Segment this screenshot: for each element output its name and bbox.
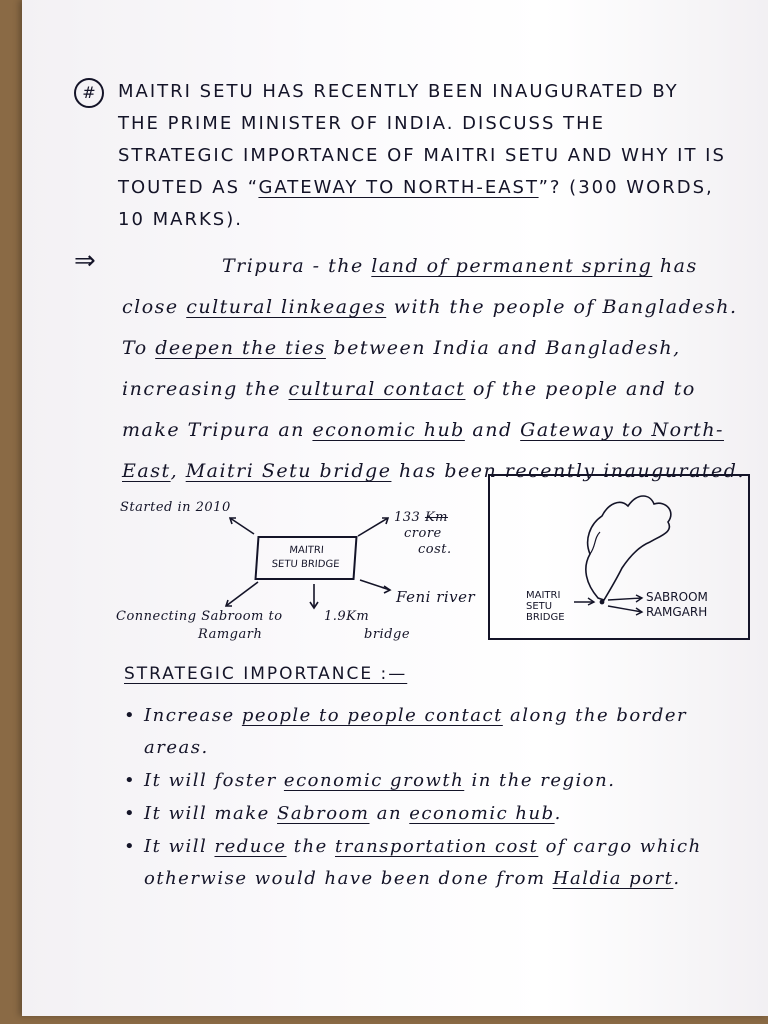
bridge-facts-diagram — [118, 496, 498, 666]
answer-part: , — [170, 460, 186, 482]
answer-underline: cultural contact — [288, 378, 466, 400]
item-underline: Sabroom — [277, 803, 370, 824]
answer-intro — [122, 246, 752, 492]
answer-underline: land of permanent spring — [371, 255, 653, 277]
map-sabroom-label: SABROOM — [646, 590, 708, 604]
connecting-line1: Connecting Sabroom to — [116, 609, 283, 624]
map-bridge-l1: MAITRI — [526, 590, 561, 601]
bridge-box — [254, 536, 357, 580]
item-text: It will foster — [144, 770, 284, 791]
question-text — [118, 76, 728, 236]
item-text: . — [673, 868, 681, 889]
list-item — [124, 831, 744, 895]
item-text: It will — [144, 836, 215, 857]
map-bridge-label — [526, 590, 565, 623]
length-line2: bridge — [364, 627, 411, 642]
started-label: Started in 2010 — [120, 500, 231, 515]
cost-label — [394, 510, 452, 558]
answer-part: of the people and to make Tripura an — [122, 378, 696, 441]
answer-part: Tripura - the — [222, 255, 372, 277]
tripura-map-sketch — [488, 474, 750, 640]
answer-arrow-icon: ⇒ — [74, 246, 96, 276]
item-text: the — [286, 836, 335, 857]
cost-part: 133 — [394, 510, 425, 525]
answer-part: has been recently inaugurated. — [391, 460, 745, 482]
item-underline: economic growth — [283, 770, 465, 791]
question-text-before: MAITRI SETU HAS RECENTLY BEEN INAUGURATED BY THE PRIME MINISTER OF INDIA. DISCUSS THE STRATEGIC IMPORTANCE OF MAITRI SETU AND WHY IT IS TOUTED AS “ — [118, 81, 726, 198]
item-text: . — [554, 803, 562, 824]
answer-underline: deepen the ties — [155, 337, 326, 359]
question-marker: # — [74, 78, 104, 108]
cost-part: cost. — [418, 542, 452, 557]
answer-underline: Gateway to North-East — [122, 419, 724, 482]
list-item — [124, 765, 744, 797]
item-underline: Haldia port — [552, 868, 674, 889]
item-underline: reduce — [214, 836, 287, 857]
list-item — [124, 700, 744, 764]
question-quoted: GATEWAY TO NORTH-EAST — [258, 177, 539, 198]
answer-underline: economic hub — [312, 419, 465, 441]
cost-struck: Km — [424, 510, 448, 525]
section-heading: STRATEGIC IMPORTANCE :— — [124, 664, 408, 684]
item-text: in the region. — [464, 770, 616, 791]
bridge-box-line2: SETU BRIDGE — [271, 559, 340, 570]
item-text: Increase — [144, 705, 242, 726]
cost-part: crore — [404, 526, 442, 541]
length-label — [324, 608, 410, 644]
item-text: along the border areas. — [144, 705, 688, 758]
importance-list — [124, 700, 744, 896]
answer-part: has close — [122, 255, 698, 318]
map-bridge-l2: SETU — [526, 601, 553, 612]
answer-underline: cultural linkeages — [186, 296, 387, 318]
map-bridge-l3: BRIDGE — [526, 612, 565, 623]
item-underline: people to people contact — [241, 705, 503, 726]
connecting-line2: Ramgarh — [198, 627, 263, 642]
answer-part: between India and Bangladesh, increasing the — [122, 337, 681, 400]
item-underline: transportation cost — [335, 836, 539, 857]
list-item — [124, 798, 744, 830]
item-underline: economic hub — [409, 803, 555, 824]
answer-part: and — [464, 419, 521, 441]
answer-part: with the people of Bangladesh. To — [122, 296, 738, 359]
length-line1: 1.9Km — [324, 609, 370, 624]
connecting-label — [116, 608, 283, 644]
notebook-page — [22, 0, 768, 1016]
bridge-box-line1: MAITRI — [288, 545, 325, 556]
item-text: of cargo which otherwise would have been done from — [144, 836, 702, 889]
item-text: It will make — [144, 803, 278, 824]
map-ramgarh-label: RAMGARH — [646, 605, 708, 619]
river-label: Feni river — [396, 588, 476, 606]
answer-underline: Maitri Setu bridge — [185, 460, 392, 482]
question-text-after: ”? (300 WORDS, 10 MARKS). — [118, 177, 714, 230]
item-text: an — [369, 803, 410, 824]
